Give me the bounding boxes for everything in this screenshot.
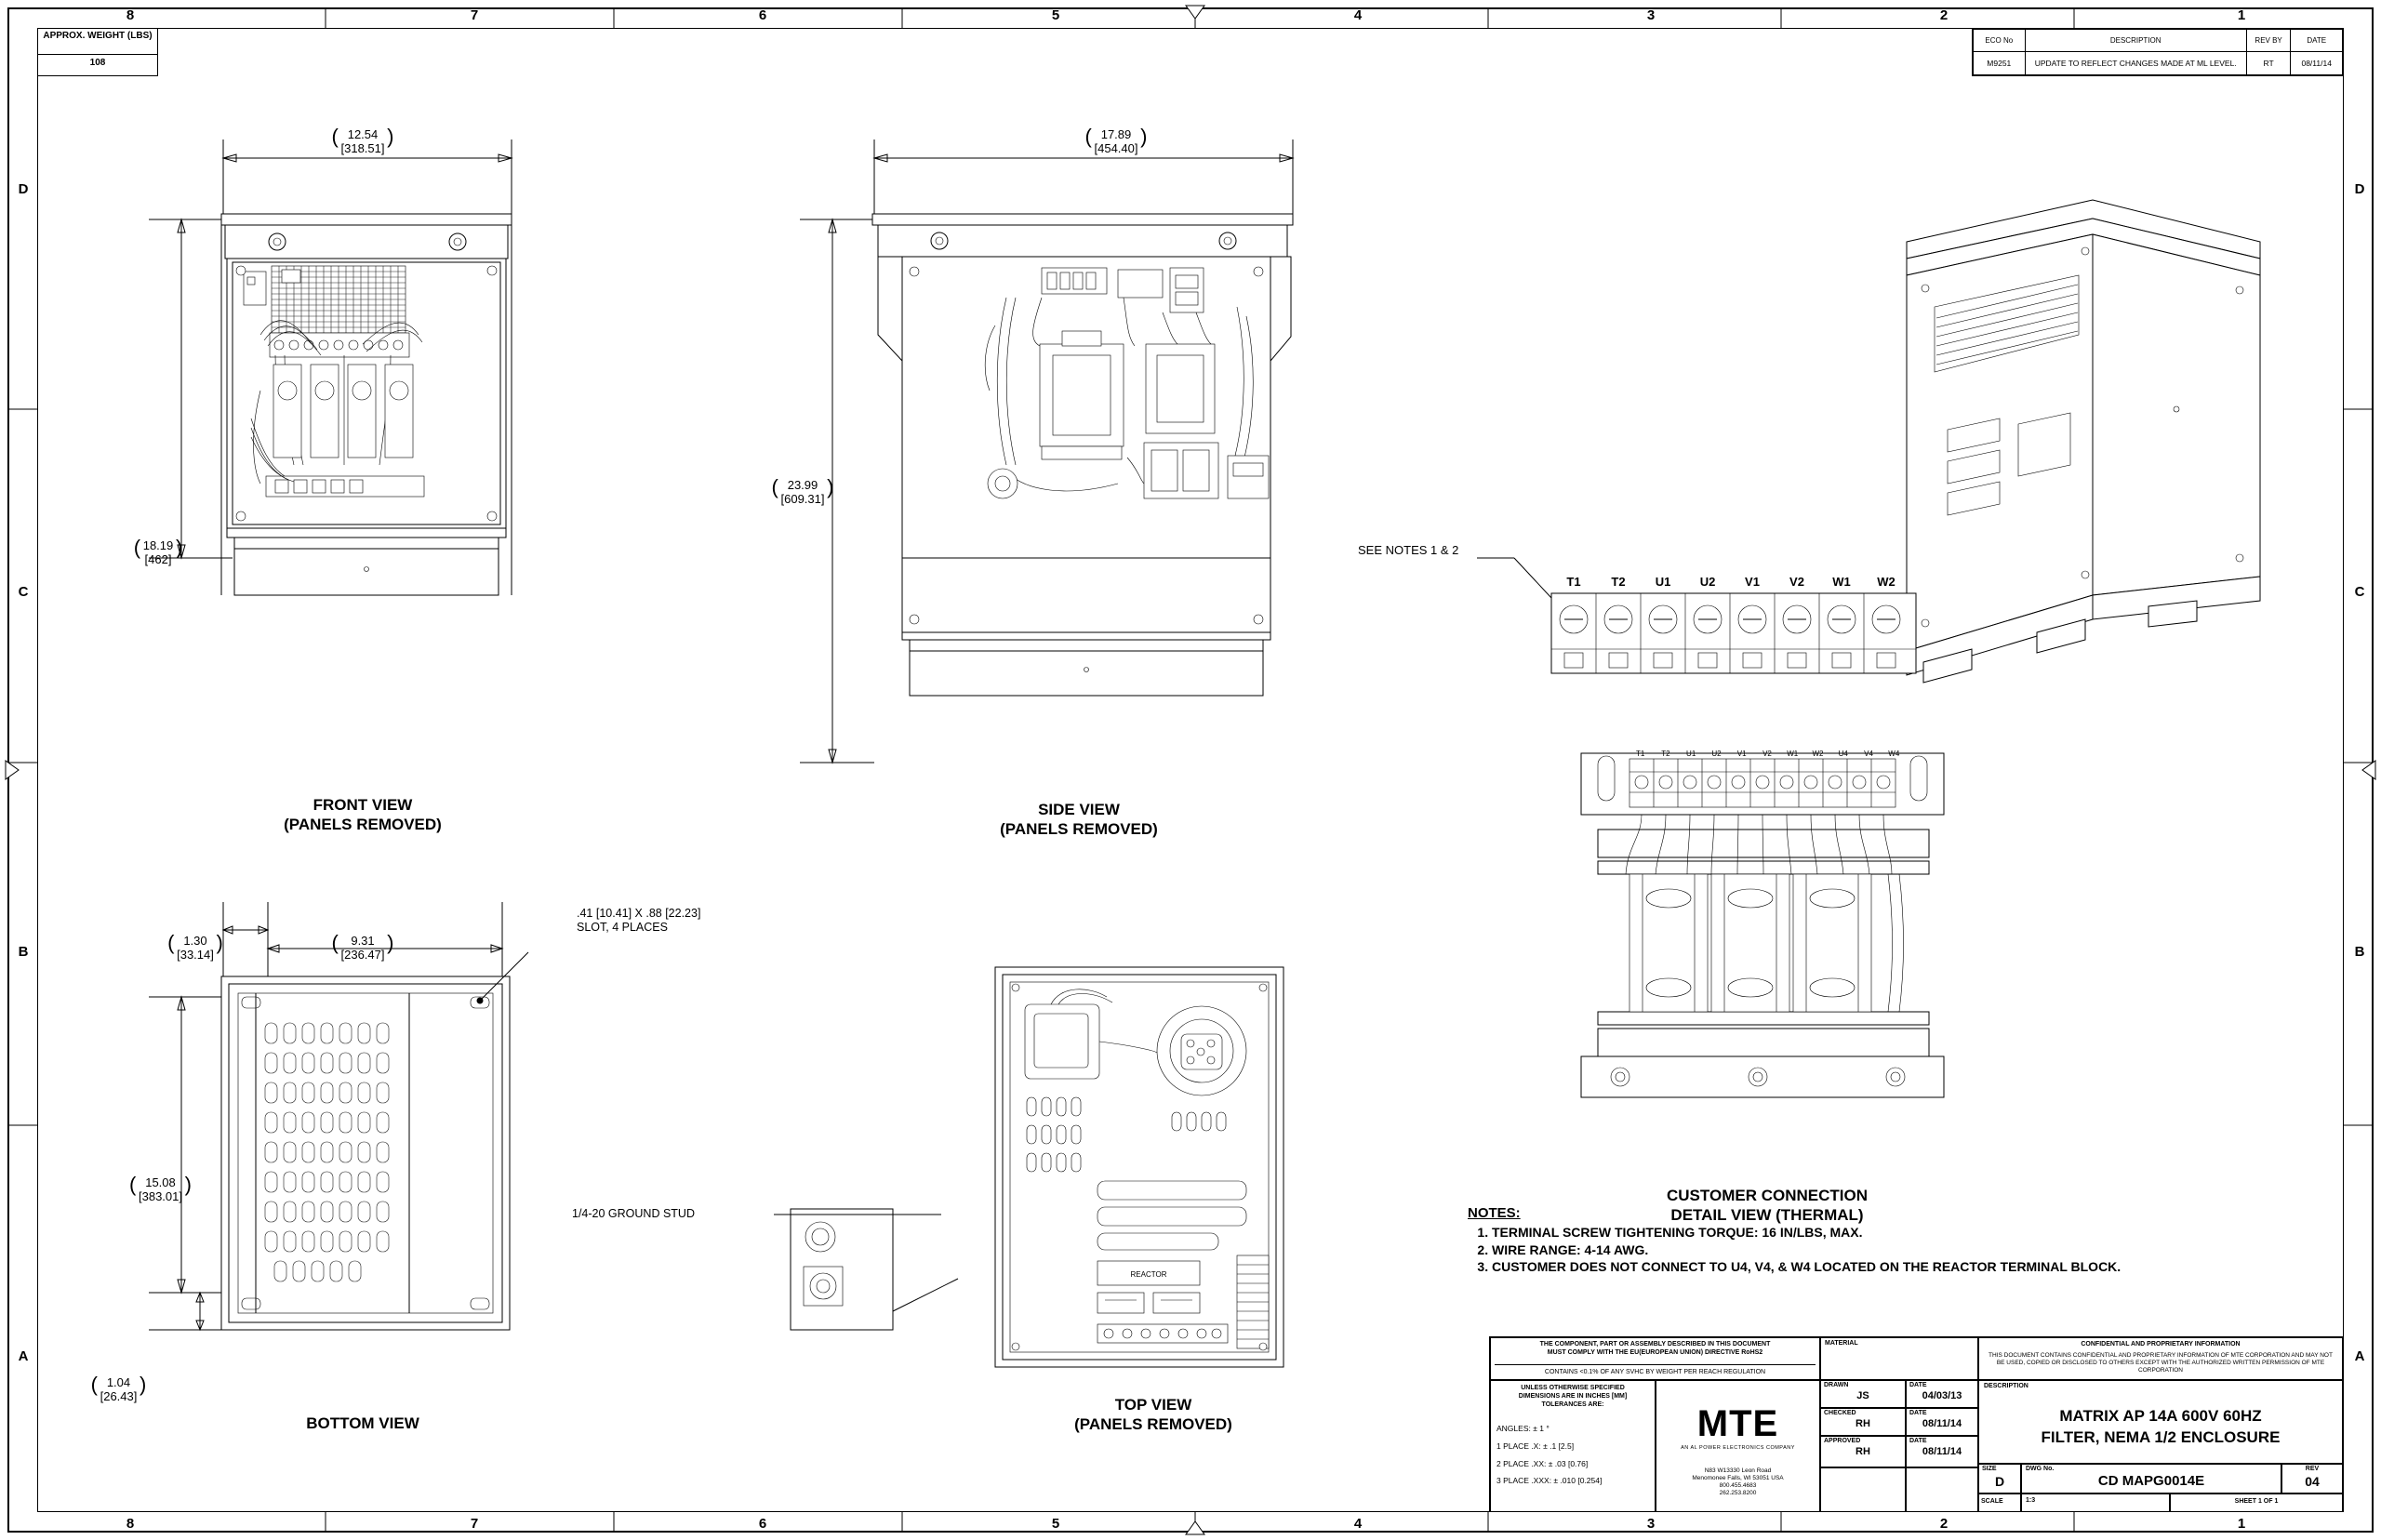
terminal-label-t1: T1 bbox=[1566, 575, 1581, 589]
checked-label: CHECKED bbox=[1824, 1410, 1856, 1416]
detail-terminal-u4: U4 bbox=[1838, 750, 1848, 758]
tolerance-box bbox=[1490, 1380, 1656, 1512]
rev-description: UPDATE TO REFLECT CHANGES MADE AT ML LEVEL. bbox=[2025, 51, 2246, 74]
material-label: MATERIAL bbox=[1825, 1340, 1858, 1347]
approved-label: APPROVED bbox=[1824, 1438, 1861, 1444]
terminal-label-v2: V2 bbox=[1789, 575, 1804, 589]
description-line2: FILTER, NEMA 1/2 ENCLOSURE bbox=[2041, 1427, 2281, 1446]
detail-terminal-u2: U2 bbox=[1711, 750, 1722, 758]
zone-bottom-3: 3 bbox=[1646, 1516, 1656, 1532]
top-view-title: TOP VIEW (PANELS REMOVED) bbox=[1074, 1396, 1232, 1434]
drawn-by: JS bbox=[1856, 1389, 1869, 1401]
rev-value: 04 bbox=[2305, 1473, 2320, 1489]
confidential-box bbox=[1978, 1337, 2343, 1380]
approx-weight-value: 108 bbox=[89, 58, 106, 68]
zone-top-4: 4 bbox=[1353, 7, 1363, 23]
rev-header-revby: REV BY bbox=[2246, 30, 2291, 52]
zone-top-3: 3 bbox=[1646, 7, 1656, 23]
checked-date-cell bbox=[1906, 1408, 1978, 1436]
side-height-dimension: ( 23.99 [609.31] ) bbox=[742, 479, 863, 507]
approx-weight-block bbox=[37, 28, 158, 76]
zone-top-2: 2 bbox=[1939, 7, 1949, 23]
detail-terminal-t1: T1 bbox=[1635, 750, 1645, 758]
front-view-drawing bbox=[112, 112, 670, 856]
address-line1: N83 W13330 Leon Road bbox=[1704, 1467, 1772, 1474]
front-view-title: FRONT VIEW (PANELS REMOVED) bbox=[284, 796, 442, 834]
note-item-2: 2. WIRE RANGE: 4-14 AWG. bbox=[1492, 1242, 2286, 1259]
reactor-label: REACTOR bbox=[1130, 1270, 1167, 1279]
terminal-label-t2: T2 bbox=[1611, 575, 1626, 589]
material-box bbox=[1820, 1337, 1978, 1380]
detail-terminal-v2: V2 bbox=[1762, 750, 1772, 758]
reach-line: CONTAINS <0.1% OF ANY SVHC BY WEIGHT PER REACH REGULATION bbox=[1495, 1364, 1816, 1377]
see-notes-label: SEE NOTES 1 & 2 bbox=[1358, 543, 1459, 557]
rohs-line2: MUST COMPLY WITH THE EU(EUROPEAN UNION) DIRECTIVE RoHS2 bbox=[1547, 1348, 1763, 1356]
rohs-box bbox=[1490, 1337, 1820, 1380]
terminal-label-u1: U1 bbox=[1655, 575, 1671, 589]
tol-1place: 1 PLACE .X: ± .1 [2.5] bbox=[1496, 1440, 1575, 1451]
zone-bottom-2: 2 bbox=[1939, 1516, 1949, 1532]
drawn-date-cell bbox=[1906, 1380, 1978, 1408]
mte-logo: MTE bbox=[1696, 1403, 1779, 1444]
approved-cell bbox=[1820, 1436, 1906, 1467]
rohs-line1: THE COMPONENT, PART OR ASSEMBLY DESCRIBED IN THIS DOCUMENT bbox=[1539, 1341, 1771, 1348]
description-label: DESCRIPTION bbox=[1984, 1383, 2029, 1389]
zone-left-B: B bbox=[18, 944, 29, 960]
dwg-no-value: CD MAPG0014E bbox=[2097, 1472, 2205, 1489]
zone-top-1: 1 bbox=[2237, 7, 2246, 23]
detail-terminal-u1: U1 bbox=[1686, 750, 1696, 758]
rev-header-date: DATE bbox=[2291, 30, 2343, 52]
zone-bottom-5: 5 bbox=[1051, 1516, 1060, 1532]
bottom-dim-c: ( 1.04 [26.43] ) bbox=[56, 1376, 181, 1404]
slot-note: .41 [10.41] X .88 [22.23] SLOT, 4 PLACES bbox=[577, 907, 701, 934]
zone-top-7: 7 bbox=[470, 7, 479, 23]
address-line3: 800.455.4683 bbox=[1719, 1482, 1757, 1490]
rev-date: 08/11/14 bbox=[2291, 51, 2343, 74]
zone-top-5: 5 bbox=[1051, 7, 1060, 23]
checked-date-label: DATE bbox=[1909, 1410, 1927, 1416]
size-label: SIZE bbox=[1982, 1466, 1997, 1472]
drawn-date-label: DATE bbox=[1909, 1382, 1927, 1388]
approved-date-label: DATE bbox=[1909, 1438, 1927, 1444]
detail-terminal-w2: W2 bbox=[1812, 750, 1824, 758]
detail-terminal-w4: W4 bbox=[1888, 750, 1900, 758]
rev-row bbox=[1974, 51, 2343, 74]
bottom-dim-height: ( 15.08 [383.01] ) bbox=[98, 1176, 223, 1204]
checked-date: 08/11/14 bbox=[1922, 1417, 1962, 1429]
approx-weight-label: APPROX. WEIGHT (LBS) bbox=[38, 29, 157, 55]
approved-date-cell bbox=[1906, 1436, 1978, 1467]
blank-cell-a bbox=[1820, 1467, 1906, 1512]
note-item-3: 3. CUSTOMER DOES NOT CONNECT TO U4, V4, & W4 LOCATED ON THE REACTOR TERMINAL BLOCK. bbox=[1492, 1259, 2286, 1276]
side-view-title: SIDE VIEW (PANELS REMOVED) bbox=[1000, 801, 1158, 839]
zone-top-8: 8 bbox=[126, 7, 135, 23]
revision-block bbox=[1972, 28, 2344, 76]
notes-block bbox=[1468, 1205, 2286, 1277]
sheet-cell bbox=[2170, 1494, 2343, 1512]
bottom-view-title: BOTTOM VIEW bbox=[306, 1414, 419, 1432]
size-value: D bbox=[1994, 1473, 2005, 1489]
blank-cell-b bbox=[1906, 1467, 1978, 1512]
confidential-body: THIS DOCUMENT CONTAINS CONFIDENTIAL AND PROPRIETARY INFORMATION OF MTE CORPORATION AND MAY NOT BE USED, COPIED OR DISCLOSED TO OTHERS EXCEPT WITH THE AUTHORIZED WRITTEN PERMISSION OF MTE CORPORATION bbox=[1989, 1351, 2333, 1374]
side-width-dimension: ( 17.89 [454.40] ) bbox=[1032, 128, 1200, 156]
drawn-date: 04/03/13 bbox=[1922, 1389, 1962, 1401]
zone-left-C: C bbox=[18, 584, 29, 600]
detail-terminal-t2: T2 bbox=[1661, 750, 1670, 758]
note-item-1: 1. TERMINAL SCREW TIGHTENING TORQUE: 16 IN/LBS, MAX. bbox=[1492, 1225, 2286, 1241]
company-logo-box bbox=[1656, 1380, 1820, 1512]
drawn-label: DRAWN bbox=[1824, 1382, 1849, 1388]
zone-right-D: D bbox=[2354, 181, 2365, 197]
rev-header-eco: ECO No bbox=[1974, 30, 2026, 52]
checked-cell bbox=[1820, 1408, 1906, 1436]
title-block bbox=[1489, 1336, 2344, 1512]
top-view-drawing bbox=[958, 949, 1349, 1432]
address-line2: Menomonee Falls, WI 53051 USA bbox=[1692, 1475, 1784, 1482]
detail-terminal-v4: V4 bbox=[1864, 750, 1873, 758]
front-height-dimension: ( 18.19 [462] ) bbox=[102, 539, 214, 567]
ground-stud-leader bbox=[774, 1205, 978, 1242]
bottom-dim-b: ( 9.31 [236.47] ) bbox=[302, 935, 423, 962]
terminal-label-u2: U2 bbox=[1699, 575, 1716, 589]
scale-value-cell bbox=[2021, 1494, 2170, 1512]
front-width-dimension: ( 12.54 [318.51] ) bbox=[279, 128, 446, 156]
approved-date: 08/11/14 bbox=[1922, 1445, 1962, 1457]
zone-bottom-4: 4 bbox=[1353, 1516, 1363, 1532]
description-line1: MATRIX AP 14A 600V 60HZ bbox=[2059, 1406, 2262, 1425]
dwg-no-label: DWG No. bbox=[2026, 1466, 2055, 1472]
sheet-value: SHEET 1 OF 1 bbox=[2234, 1498, 2279, 1505]
ground-stud-label: 1/4-20 GROUND STUD bbox=[572, 1207, 695, 1220]
rev-cell bbox=[2281, 1464, 2343, 1494]
scale-label: SCALE bbox=[1981, 1498, 2003, 1505]
tol-2place: 2 PLACE .XX: ± .03 [0.76] bbox=[1496, 1458, 1589, 1468]
scale-cell bbox=[1978, 1494, 2021, 1512]
tolerance-title-1: UNLESS OTHERWISE SPECIFIED bbox=[1521, 1385, 1625, 1391]
checked-by: RH bbox=[1856, 1417, 1870, 1429]
zone-left-A: A bbox=[18, 1348, 29, 1364]
zone-bottom-6: 6 bbox=[758, 1516, 767, 1532]
rev-header-description: DESCRIPTION bbox=[2025, 30, 2246, 52]
detail-terminal-v1: V1 bbox=[1736, 750, 1747, 758]
terminal-label-w2: W2 bbox=[1877, 575, 1895, 589]
tol-angles: ANGLES: ± 1 ° bbox=[1496, 1424, 1550, 1434]
detail-terminal-w1: W1 bbox=[1787, 750, 1799, 758]
zone-bottom-1: 1 bbox=[2237, 1516, 2246, 1532]
zone-left-D: D bbox=[18, 181, 29, 197]
detail-view-assembly-drawing bbox=[1572, 744, 1962, 1162]
detail-view-title: CUSTOMER CONNECTION DETAIL VIEW (THERMAL) bbox=[1667, 1187, 1868, 1225]
tolerance-title-2: DIMENSIONS ARE IN INCHES [MM] bbox=[1518, 1392, 1628, 1400]
zone-bottom-8: 8 bbox=[126, 1516, 135, 1532]
dwg-no-cell bbox=[2021, 1464, 2281, 1494]
mte-tagline: AN AL POWER ELECTRONICS COMPANY bbox=[1681, 1445, 1795, 1451]
bottom-dim-a: ( 1.30 [33.14] ) bbox=[140, 935, 251, 962]
zone-right-B: B bbox=[2354, 944, 2365, 960]
rev-revby: RT bbox=[2246, 51, 2291, 74]
terminal-label-v1: V1 bbox=[1745, 575, 1760, 589]
terminal-label-w1: W1 bbox=[1832, 575, 1851, 589]
approved-by: RH bbox=[1856, 1445, 1870, 1457]
rev-eco: M9251 bbox=[1974, 51, 2026, 74]
detail-terminal-label-row bbox=[1628, 750, 1907, 758]
zone-right-C: C bbox=[2354, 584, 2365, 600]
tol-3place: 3 PLACE .XXX: ± .010 [0.254] bbox=[1496, 1476, 1603, 1486]
zone-top-6: 6 bbox=[758, 7, 767, 23]
zone-right-A: A bbox=[2354, 1348, 2365, 1364]
address-line4: 262.253.8200 bbox=[1719, 1490, 1757, 1497]
size-cell bbox=[1978, 1464, 2021, 1494]
drawn-cell bbox=[1820, 1380, 1906, 1408]
zone-bottom-7: 7 bbox=[470, 1516, 479, 1532]
scale-value: 1:3 bbox=[2026, 1497, 2036, 1504]
confidential-title: CONFIDENTIAL AND PROPRIETARY INFORMATION bbox=[2081, 1341, 2241, 1348]
description-box bbox=[1978, 1380, 2343, 1464]
tolerance-title-3: TOLERANCES ARE: bbox=[1541, 1401, 1604, 1408]
notes-heading: NOTES: bbox=[1468, 1205, 1521, 1221]
rev-label: REV bbox=[2305, 1466, 2320, 1472]
isometric-view-drawing bbox=[1869, 186, 2381, 790]
